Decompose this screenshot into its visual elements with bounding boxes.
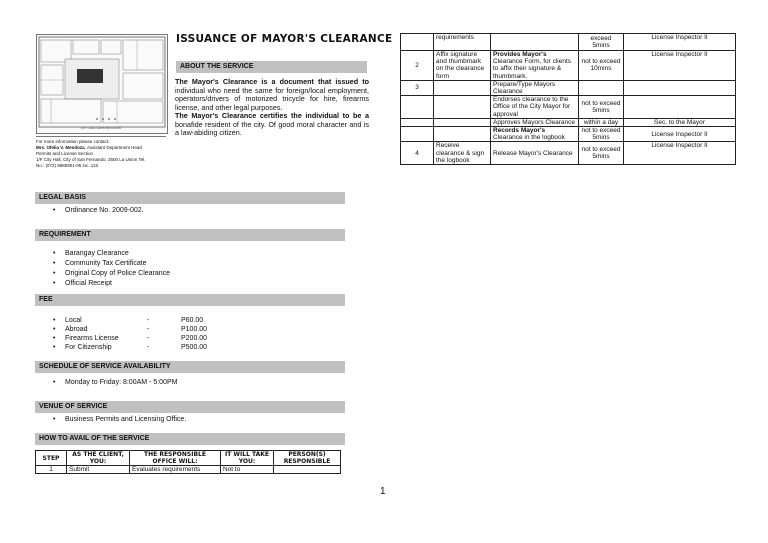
- fee-amount: P60.00: [181, 317, 204, 324]
- office-cell: [491, 127, 579, 142]
- table-row: [36, 466, 341, 474]
- requirement-heading: REQUIREMENT: [35, 229, 345, 241]
- floor-plan-image: [36, 34, 168, 134]
- client-cell: Affix signature and thumbmark on the clearance form: [434, 51, 491, 81]
- col-header: IT WILL TAKE YOU:: [221, 451, 274, 466]
- client-cell: [434, 118, 491, 126]
- contact-name: Mrs. Ofelia V. Mendoza: [36, 145, 85, 150]
- step-cell: 3: [401, 80, 434, 95]
- fee-item: [35, 316, 207, 325]
- table-row: [401, 118, 736, 126]
- person-cell: License Inspector II: [624, 127, 736, 142]
- howto-table: [35, 450, 341, 474]
- person-cell: [624, 80, 736, 95]
- fee-dash: -: [147, 317, 150, 324]
- contact-line: No.: (072) 8886901-05 loc. 115: [36, 163, 98, 168]
- list-item: • Official Receipt: [35, 279, 170, 289]
- table-row: [401, 142, 736, 165]
- client-cell: Receive clearance & sign the logbook: [434, 142, 491, 165]
- office-text: Clearance Form, for clients to affix their signature & thumbmark.: [493, 58, 572, 80]
- fee-amount: P100.00: [181, 326, 208, 333]
- about-text: [175, 78, 369, 138]
- fee-name: • Firearms License: [65, 335, 119, 342]
- fee-amount: P200.00: [181, 335, 208, 342]
- table-row: [401, 34, 736, 51]
- venue-heading: VENUE OF SERVICE: [35, 401, 345, 413]
- legal-heading: LEGAL BASIS: [35, 192, 345, 204]
- table-cell: Not to: [221, 466, 274, 474]
- table-row: [401, 51, 736, 81]
- person-cell: Sec. to the Mayor: [624, 118, 736, 126]
- col-header: STEP: [36, 451, 67, 466]
- person-cell: [624, 96, 736, 119]
- fee-item: [35, 343, 207, 352]
- fee-dash: -: [147, 326, 150, 333]
- time-cell: not to exceed 5mins: [579, 96, 624, 119]
- contact-line: For more information please contact:: [36, 139, 110, 144]
- contact-info: [36, 136, 166, 169]
- person-cell: License Inspector II: [624, 34, 736, 51]
- time-cell: not to exceed 5mins: [579, 142, 624, 165]
- table-header-row: [36, 451, 341, 466]
- office-cell: Release Mayor's Clearance: [491, 142, 579, 165]
- fee-dash: -: [147, 344, 150, 351]
- col-header: AS THE CLIENT, YOU:: [67, 451, 130, 466]
- contact-line: Permits and License Section: [36, 151, 94, 156]
- about-p1-rest: individual who need the same for foreign/local employment, operators/drivers of motorized tricycle for hire, firearms license, and other legal purposes.: [175, 85, 369, 112]
- list-item: • Business Permits and Licensing Office.: [35, 415, 186, 425]
- time-cell: not to exceed 5mins: [579, 127, 624, 142]
- about-heading: ABOUT THE SERVICE: [176, 61, 367, 73]
- list-item: • Ordinance No. 2009-002.: [35, 206, 144, 216]
- step-cell: [401, 34, 434, 51]
- table-cell: Evaluates requirements: [130, 466, 221, 474]
- office-cell: Approves Mayors Clearance: [491, 118, 579, 126]
- office-text: Clearance in the logbook: [493, 134, 565, 142]
- fee-item: [35, 325, 207, 334]
- client-cell: requirements: [434, 34, 491, 51]
- page-title: ISSUANCE OF MAYOR'S CLEARANCE: [176, 33, 393, 45]
- step-cell: 2: [401, 51, 434, 81]
- time-cell: not to exceed 10mins: [579, 51, 624, 81]
- step-cell: [401, 96, 434, 119]
- schedule-list: [35, 378, 177, 388]
- fee-list: [35, 316, 207, 352]
- table-row: [401, 96, 736, 119]
- time-cell: exceed 5mins: [579, 34, 624, 51]
- contact-line: 1/F City Hall, City of San Fernando, 2500 La Union Tel.: [36, 157, 146, 162]
- office-cell: [491, 51, 579, 81]
- table-row: [401, 80, 736, 95]
- fee-item: [35, 334, 207, 343]
- schedule-heading: SCHEDULE OF SERVICE AVAILABILITY: [35, 361, 345, 373]
- list-item: • Barangay Clearance: [35, 249, 170, 259]
- about-p2-rest: bonafide resident of the city. Of good moral character and is a law-abiding citizen.: [175, 119, 369, 137]
- fee-heading: FEE: [35, 294, 345, 306]
- step-cell: [401, 127, 434, 142]
- table-cell: 1: [36, 466, 67, 474]
- list-item: • Original Copy of Police Clearance: [35, 269, 170, 279]
- client-cell: [434, 80, 491, 95]
- fee-dash: -: [147, 335, 150, 342]
- list-item: • Community Tax Certificate: [35, 259, 170, 269]
- col-header: PERSON(S) RESPONSIBLE: [274, 451, 341, 466]
- step-cell: [401, 118, 434, 126]
- legal-list: [35, 206, 144, 216]
- time-cell: within a day: [579, 118, 624, 126]
- fee-name: • For Citizenship: [65, 344, 112, 351]
- floor-plan-caption: CITY HALL GROUND FLOOR: [80, 126, 122, 130]
- howto-heading: HOW TO AVAIL OF THE SERVICE: [35, 433, 345, 445]
- fee-amount: P500.00: [181, 344, 208, 351]
- step-cell: 4: [401, 142, 434, 165]
- office-cell: Endorses clearance to the Office of the City Mayor for approval: [491, 96, 579, 119]
- office-cell: Prepare/Type Mayors Clearance: [491, 80, 579, 95]
- fee-name: • Local: [65, 317, 82, 324]
- client-cell: [434, 127, 491, 142]
- col-header: THE RESPONSIBLE OFFICE WILL:: [130, 451, 221, 466]
- list-item: • Monday to Friday: 8:00AM - 5:00PM: [35, 378, 177, 388]
- office-bold: Provides Mayor's: [493, 51, 547, 58]
- client-cell: [434, 96, 491, 119]
- contact-position: , Assistant Department Head: [84, 145, 142, 150]
- page-number: 1: [380, 486, 386, 497]
- table-row: [401, 127, 736, 142]
- table-cell: Submit: [67, 466, 130, 474]
- process-table-continued: [400, 33, 736, 165]
- office-bold: Records Mayor's: [493, 127, 546, 135]
- person-cell: License Inspector II: [624, 51, 736, 81]
- venue-list: [35, 415, 186, 425]
- fee-name: • Abroad: [65, 326, 88, 333]
- table-cell: [274, 466, 341, 474]
- person-cell: License Inspector II: [624, 142, 736, 165]
- about-p1-lead: The Mayor's Clearance is a document that issued to: [175, 77, 369, 86]
- about-p2-lead: The Mayor's Clearance certifies the individual to be a: [175, 111, 369, 120]
- time-cell: [579, 80, 624, 95]
- requirement-list: [35, 249, 170, 289]
- office-cell: [491, 34, 579, 51]
